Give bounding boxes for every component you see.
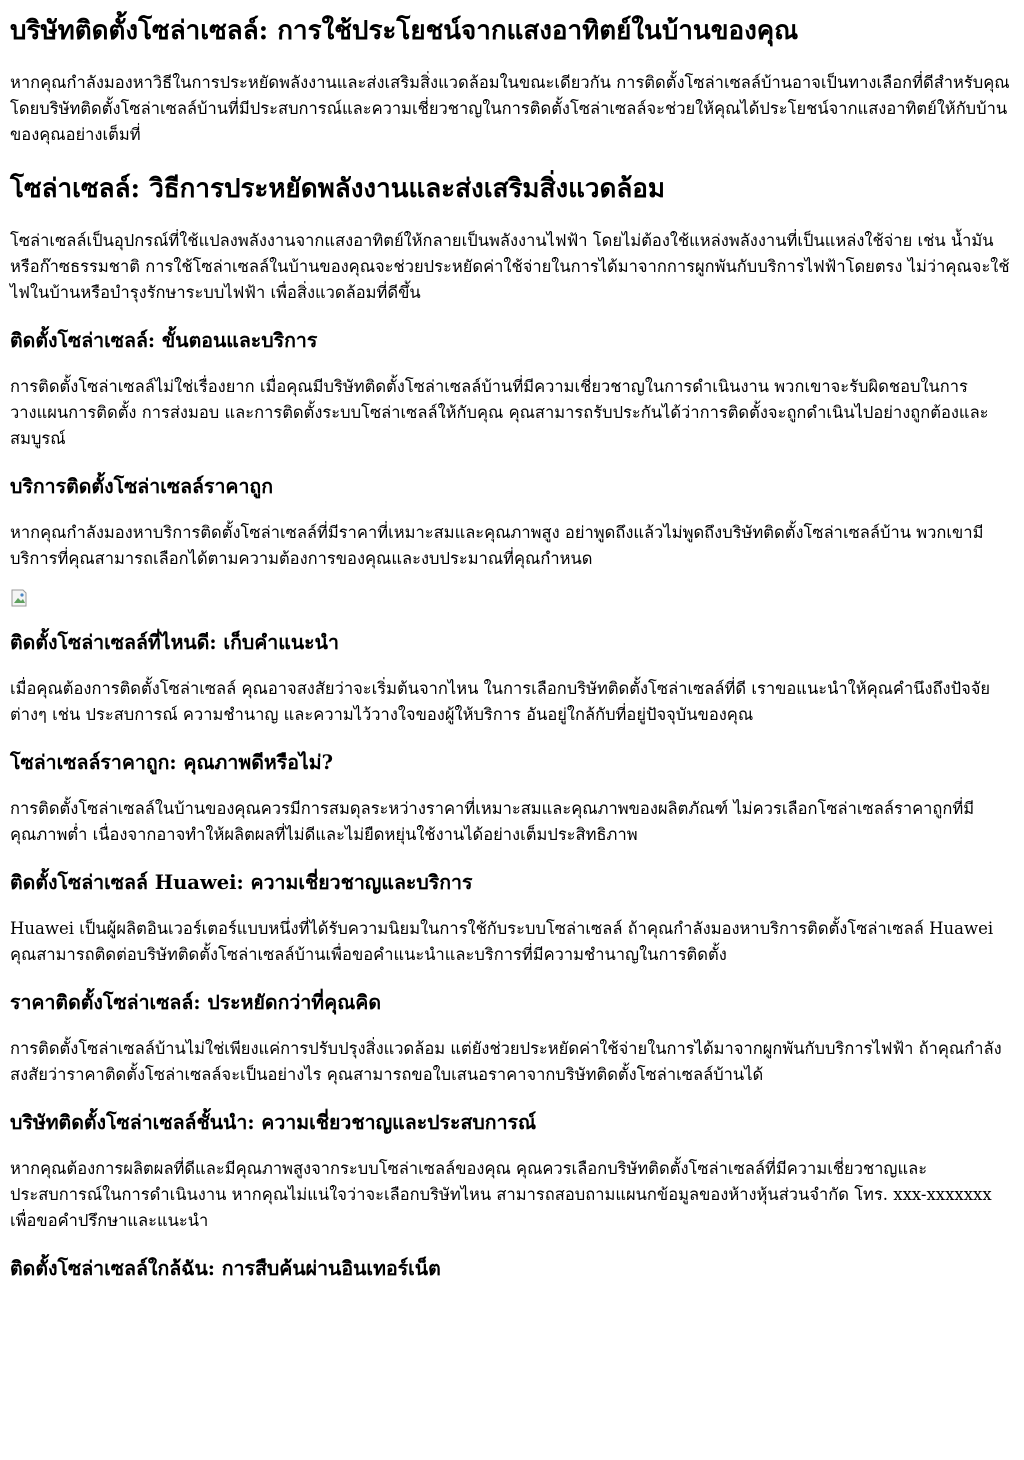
section-paragraph-huawei: Huawei เป็นผู้ผลิตอินเวอร์เตอร์แบบหนึ่งที่ได้รับความนิยมในการใช้กับระบบโซล่าเซลล์ ถ้าคุณกำลังมองหาบริการติดตั้งโซล่าเซลล์ Huawei คุณสามารถติดต่อบริษัทติดตั้งโซล่าเซลล์บ้านเพื่อขอคำแนะนำและบริการที่มีความชำนาญในการติดตั้ง <box>10 919 994 964</box>
section-heading-leading-company: บริษัทติดตั้งโซล่าเซลล์ชั้นนำ: ความเชี่ยวชาญและประสบการณ์ <box>10 1111 537 1134</box>
section-heading-cheap-service: บริการติดตั้งโซล่าเซลล์ราคาถูก <box>10 475 274 498</box>
section-heading-main: โซล่าเซลล์: วิธีการประหยัดพลังงานและส่งเสริมสิ่งแวดล้อม <box>10 174 666 204</box>
intro-paragraph: หากคุณกำลังมองหาวิธีในการประหยัดพลังงานและส่งเสริมสิ่งแวดล้อมในขณะเดียวกัน การติดตั้งโซล่าเซลล์บ้านอาจเป็นทางเลือกที่ดีสำหรับคุณ โดยบริษัทติดตั้งโซล่าเซลล์บ้านที่มีประสบการณ์และความเชี่ยวชาญในการติดตั้งโซล่าเซลล์จะช่วยให้คุณได้ประโยชน์จากแสงอาทิตย์ให้กับบ้านของคุณอย่างเต็มที่ <box>10 73 1010 144</box>
section-paragraph-main: โซล่าเซลล์เป็นอุปกรณ์ที่ใช้แปลงพลังงานจากแสงอาทิตย์ให้กลายเป็นพลังงานไฟฟ้า โดยไม่ต้องใช้แหล่งพลังงานที่เป็นแหล่งใช้จ่าย เช่น น้ำมันหรือก๊าซธรรมชาติ การใช้โซล่าเซลล์ในบ้านของคุณจะช่วยประหยัดค่าใช้จ่ายในการได้มาจากการผูกพันกับบริการไฟฟ้าโดยตรง ไม่ว่าคุณจะใช้ไฟในบ้านหรือบำรุงรักษาระบบไฟฟ้า เพื่อสิ่งแวดล้อมที่ดีขึ้น <box>10 231 1010 302</box>
section-paragraph-where: เมื่อคุณต้องการติดตั้งโซล่าเซลล์ คุณอาจสงสัยว่าจะเริ่มต้นจากไหน ในการเลือกบริษัทติดตั้งโซล่าเซลล์ที่ดี เราขอแนะนำให้คุณคำนึงถึงปัจจัยต่างๆ เช่น ประสบการณ์ ความชำนาญ และความไว้วางใจของผู้ให้บริการ อันอยู่ใกล้กับที่อยู่ปัจจุบันของคุณ <box>10 679 991 724</box>
section-paragraph-installation: การติดตั้งโซล่าเซลล์ไม่ใช่เรื่องยาก เมื่อคุณมีบริษัทติดตั้งโซล่าเซลล์บ้านที่มีความเชี่ยวชาญในการดำเนินงาน พวกเขาจะรับผิดชอบในการวางแผนการติดตั้ง การส่งมอบ และการติดตั้งระบบโซล่าเซลล์ให้กับคุณ คุณสามารถรับประกันได้ว่าการติดตั้งจะถูกดำเนินไปอย่างถูกต้องและสมบูรณ์ <box>10 377 989 448</box>
section-paragraph-quality: การติดตั้งโซล่าเซลล์ในบ้านของคุณควรมีการสมดุลระหว่างราคาที่เหมาะสมและคุณภาพของผลิตภัณฑ์ ไม่ควรเลือกโซล่าเซลล์ราคาถูกที่มีคุณภาพต่ำ เนื่องจากอาจทำให้ผลิตผลที่ไม่ดีและไม่ยืดหยุ่นใช้งานได้อย่างเต็มประสิทธิภาพ <box>10 799 975 844</box>
section-heading-quality: โซล่าเซลล์ราคาถูก: คุณภาพดีหรือไม่? <box>10 751 334 774</box>
section-paragraph-cheap-service: หากคุณกำลังมองหาบริการติดตั้งโซล่าเซลล์ที่มีราคาที่เหมาะสมและคุณภาพสูง อย่าพูดถึงแล้วไม่พูดถึงบริษัทติดตั้งโซล่าเซลล์บ้าน พวกเขามีบริการที่คุณสามารถเลือกได้ตามความต้องการของคุณและงบประมาณที่คุณกำหนด <box>10 523 984 568</box>
section-heading-near-me: ติดตั้งโซล่าเซลล์ใกล้ฉัน: การสืบค้นผ่านอินเทอร์เน็ต <box>10 1257 441 1280</box>
section-heading-price: ราคาติดตั้งโซล่าเซลล์: ประหยัดกว่าที่คุณคิด <box>10 991 381 1014</box>
broken-image-icon <box>10 588 30 608</box>
section-heading-installation: ติดตั้งโซล่าเซลล์: ขั้นตอนและบริการ <box>10 329 318 352</box>
section-heading-where: ติดตั้งโซล่าเซลล์ที่ไหนดี: เก็บคำแนะนำ <box>10 631 339 654</box>
page-title: บริษัทติดตั้งโซล่าเซลล์: การใช้ประโยชน์จากแสงอาทิตย์ในบ้านของคุณ <box>10 16 799 46</box>
section-paragraph-leading-company: หากคุณต้องการผลิตผลที่ดีและมีคุณภาพสูงจากระบบโซล่าเซลล์ของคุณ คุณควรเลือกบริษัทติดตั้งโซล่าเซลล์ที่มีความเชี่ยวชาญและประสบการณ์ในการดำเนินงาน หากคุณไม่แน่ใจว่าจะเลือกบริษัทไหน สามารถสอบถามแผนกข้อมูลของห้างหุ้นส่วนจำกัด โทร. xxx-xxxxxxx เพื่อขอคำปรึกษาและแนะนำ <box>10 1159 992 1230</box>
section-paragraph-price: การติดตั้งโซล่าเซลล์บ้านไม่ใช่เพียงแค่การปรับปรุงสิ่งแวดล้อม แต่ยังช่วยประหยัดค่าใช้จ่ายในการได้มาจากผูกพันกับบริการไฟฟ้า ถ้าคุณกำลังสงสัยว่าราคาติดตั้งโซล่าเซลล์จะเป็นอย่างไร คุณสามารถขอใบเสนอราคาจากบริษัทติดตั้งโซล่าเซลล์บ้านได้ <box>10 1039 1002 1084</box>
section-heading-huawei: ติดตั้งโซล่าเซลล์ Huawei: ความเชี่ยวชาญและบริการ <box>10 871 473 894</box>
